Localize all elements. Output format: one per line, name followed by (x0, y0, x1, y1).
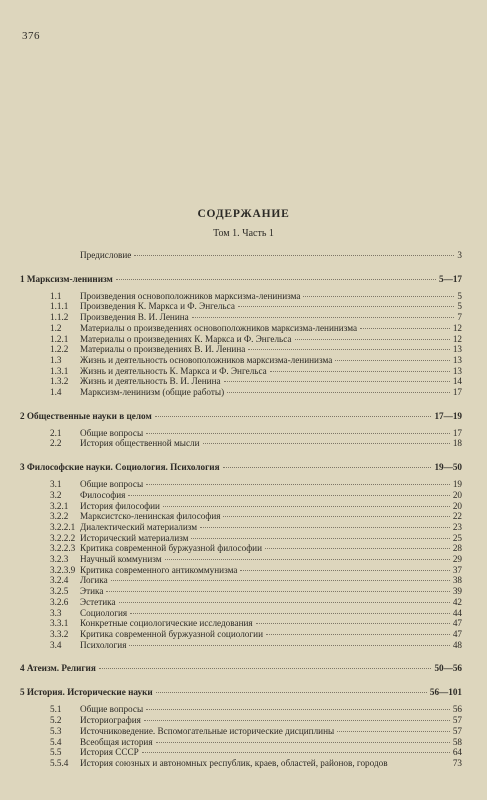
toc-entry-number: 2.1 (50, 427, 62, 438)
dot-leader (266, 634, 450, 635)
toc-entry-page: 5 (457, 290, 462, 301)
toc-entry-number: 2.2 (50, 438, 62, 449)
toc-entry-title: Общие вопросы (80, 427, 144, 438)
toc-entry-page: 58 (452, 736, 462, 747)
toc-entry-title: Этика (80, 586, 104, 597)
toc-entry-row (20, 291, 462, 302)
toc-entry-page: 17 (452, 427, 462, 438)
section-heading: 3 Философские науки. Социология. Психология (20, 462, 220, 473)
toc-entry-row (20, 355, 462, 366)
toc-entry-title: Произведения В. И. Ленина (80, 312, 189, 323)
section-gap (20, 449, 462, 461)
toc-entry-title: Общие вопросы (80, 479, 144, 490)
toc-entry-title: Социология (80, 607, 128, 618)
dot-leader (144, 720, 450, 721)
toc-entry-row (20, 543, 462, 554)
toc-entry-title: Источниковедение. Вспомогательные исторические дисциплины (80, 725, 335, 736)
dot-leader (200, 527, 450, 528)
toc-entry-number: 1.3 (50, 354, 62, 365)
toc-entry-page: 39 (452, 586, 462, 597)
dot-leader (335, 360, 450, 361)
toc-entry-number: 3.2.2.1 (50, 521, 76, 532)
table-of-contents (20, 250, 462, 769)
toc-entry-row (20, 586, 462, 597)
toc-entry-row (20, 312, 462, 323)
toc-entry-row (20, 747, 462, 758)
toc-entry-page: 20 (452, 500, 462, 511)
toc-entry-row (20, 715, 462, 726)
toc-entry-title: Марксизм-ленинизм (общие работы) (80, 387, 225, 398)
dot-leader (146, 484, 450, 485)
toc-entry-title: Критика современного антикоммунизма (80, 564, 238, 575)
dot-leader (295, 339, 450, 340)
section-gap (20, 674, 462, 686)
contents-title: СОДЕРЖАНИЕ (197, 208, 290, 220)
dot-leader (146, 709, 450, 710)
dot-leader (142, 752, 450, 753)
dot-leader (99, 668, 432, 669)
toc-entry-row (20, 522, 462, 533)
toc-entry-number: 3.2.2 (50, 511, 69, 522)
toc-entry-number: 1.1.1 (50, 301, 69, 312)
toc-entry-number: 1.4 (50, 387, 62, 398)
toc-entry-page: 47 (452, 628, 462, 639)
toc-entry-title: Материалы о произведениях К. Маркса и Ф. Энгельса (80, 333, 292, 344)
dot-leader (129, 645, 449, 646)
dot-leader (240, 570, 449, 571)
toc-intro-row (20, 250, 462, 261)
toc-entry-number: 3.2.6 (50, 596, 69, 607)
toc-entry-page: 17 (452, 387, 462, 398)
toc-entry-page: 28 (452, 543, 462, 554)
toc-entry-number: 5.4 (50, 736, 62, 747)
toc-entry-number: 1.1 (50, 290, 62, 301)
toc-entry-title: Жизнь и деятельность К. Маркса и Ф. Энгельса (80, 365, 267, 376)
section-heading: 1 Марксизм-ленинизм (20, 273, 113, 284)
dot-leader (156, 742, 450, 743)
toc-entry-page: 42 (452, 596, 462, 607)
dot-leader (146, 433, 450, 434)
dot-leader (106, 591, 449, 592)
toc-entry-title: Философия (80, 489, 126, 500)
section-heading: 4 Атеизм. Религия (20, 663, 96, 674)
dot-leader (248, 349, 449, 350)
toc-entry-title: Всеобщая история (80, 736, 153, 747)
toc-entry-row (20, 511, 462, 522)
toc-entry-page: 12 (452, 333, 462, 344)
toc-entry-page: 13 (452, 365, 462, 376)
toc-entry-number: 3.2.3.9 (50, 564, 76, 575)
toc-entry-page: 38 (452, 575, 462, 586)
dot-leader (270, 371, 450, 372)
section-page-range: 17—19 (434, 410, 462, 421)
section-page-range: 56—101 (429, 687, 462, 698)
toc-entry-row (20, 344, 462, 355)
toc-entry-title: Общие вопросы (80, 704, 144, 715)
toc-entry-row (20, 438, 462, 449)
toc-intro-page: 3 (457, 250, 462, 260)
toc-entry-number: 3.1 (50, 479, 62, 490)
toc-entry-title: Психология (80, 639, 127, 650)
toc-entry-title: История философии (80, 500, 160, 511)
toc-entry-title: Материалы о произведениях В. И. Ленина (80, 344, 246, 355)
toc-entry-page: 29 (452, 554, 462, 565)
section-heading-row (20, 461, 462, 473)
toc-entry-page: 13 (452, 344, 462, 355)
dot-leader (163, 506, 450, 507)
toc-entry-title: История союзных и автономных республик, краев, областей, районов, городов (80, 757, 388, 768)
toc-entry-number: 5.2 (50, 715, 62, 726)
dot-leader (130, 613, 450, 614)
toc-entry-title: Научный коммунизм (80, 554, 162, 565)
toc-entry-row (20, 726, 462, 737)
section-page-range: 50—56 (434, 663, 462, 674)
toc-entry-row (20, 704, 462, 715)
toc-entry-row (20, 565, 462, 576)
toc-entry-page: 22 (452, 511, 462, 522)
toc-entry-row (20, 501, 462, 512)
toc-entry-number: 3.2.2.2 (50, 532, 76, 543)
toc-entry-number: 3.2.2.3 (50, 543, 76, 554)
toc-entry-row (20, 479, 462, 490)
toc-entry-page: 57 (452, 725, 462, 736)
toc-entry-title: Историография (80, 715, 141, 726)
toc-entry-row (20, 428, 462, 439)
section-gap (20, 261, 462, 273)
section-heading-row (20, 410, 462, 422)
dot-leader (223, 516, 449, 517)
dot-leader (303, 296, 454, 297)
dot-leader (155, 416, 432, 417)
toc-entry-row (20, 629, 462, 640)
toc-entry-page: 12 (452, 322, 462, 333)
toc-entry-number: 5.5 (50, 747, 62, 758)
section-gap (20, 398, 462, 410)
toc-entry-row (20, 301, 462, 312)
toc-entry-title: Логика (80, 575, 108, 586)
toc-entry-title: История общественной мысли (80, 438, 200, 449)
section-heading-row (20, 662, 462, 674)
toc-entry-number: 1.3.1 (50, 365, 69, 376)
toc-entry-number: 5.3 (50, 725, 62, 736)
section-heading: 5 История. Исторические науки (20, 687, 153, 698)
toc-entry-number: 3.2.3 (50, 554, 69, 565)
toc-entry-title: История СССР (80, 747, 139, 758)
toc-entry-title: Критика современной буржуазной социологии (80, 628, 264, 639)
toc-entry-page: 23 (452, 521, 462, 532)
dot-leader (360, 328, 450, 329)
toc-entry-title: Диалектический материализм (80, 521, 198, 532)
toc-entry-number: 1.2 (50, 322, 62, 333)
dot-leader (227, 392, 450, 393)
toc-entry-row (20, 597, 462, 608)
dot-leader (256, 623, 450, 624)
dot-leader (192, 317, 455, 318)
toc-entry-title: Произведения основоположников марксизма-ленинизма (80, 290, 301, 301)
toc-entry-title: Материалы о произведениях основоположников марксизма-ленинизма (80, 322, 358, 333)
toc-entry-page: 19 (452, 479, 462, 490)
toc-entry-row (20, 490, 462, 501)
toc-entry-row (20, 323, 462, 334)
toc-entry-number: 3.2.4 (50, 575, 69, 586)
dot-leader (337, 731, 450, 732)
toc-entry-row (20, 758, 462, 769)
toc-entry-title: Конкретные социологические исследования (80, 618, 253, 629)
dot-leader (111, 580, 450, 581)
dot-leader (203, 443, 450, 444)
dot-leader (265, 548, 450, 549)
dot-leader (119, 602, 450, 603)
toc-entry-row (20, 737, 462, 748)
dot-leader (223, 467, 432, 468)
toc-entry-row (20, 387, 462, 398)
toc-entry-number: 1.2.2 (50, 344, 69, 355)
toc-entry-number: 3.3 (50, 607, 62, 618)
toc-entry-page: 44 (452, 607, 462, 618)
toc-entry-page: 37 (452, 564, 462, 575)
section-page-range: 5—17 (439, 273, 462, 284)
toc-entry-row (20, 608, 462, 619)
toc-entry-page: 73 (452, 757, 462, 768)
section-page-range: 19—50 (434, 462, 462, 473)
toc-entry-row (20, 554, 462, 565)
toc-entry-title: Эстетика (80, 596, 116, 607)
toc-entry-page: 64 (452, 747, 462, 758)
toc-entry-title: Жизнь и деятельность основоположников марксизма-ленинизма (80, 354, 333, 365)
toc-entry-title: Жизнь и деятельность В. И. Ленина (80, 376, 221, 387)
toc-entry-page: 5 (457, 301, 462, 312)
toc-entry-row (20, 334, 462, 345)
section-heading: 2 Общественные науки в целом (20, 410, 152, 421)
toc-entry-number: 3.3.1 (50, 618, 69, 629)
toc-entry-number: 3.2 (50, 489, 62, 500)
toc-entry-number: 3.4 (50, 639, 62, 650)
toc-entry-title: Критика современной буржуазной философии (80, 543, 262, 554)
toc-entry-number: 3.3.2 (50, 628, 69, 639)
dot-leader (128, 495, 449, 496)
toc-entry-page: 13 (452, 354, 462, 365)
toc-entry-page: 20 (452, 489, 462, 500)
toc-entry-row (20, 575, 462, 586)
toc-entry-number: 5.1 (50, 704, 62, 715)
dot-leader (224, 381, 450, 382)
section-gap (20, 650, 462, 662)
toc-intro-label: Предисловие (80, 250, 132, 260)
toc-entry-page: 18 (452, 438, 462, 449)
toc-entry-page: 57 (452, 715, 462, 726)
dot-leader (116, 279, 436, 280)
section-heading-row (20, 686, 462, 698)
dot-leader (238, 306, 455, 307)
dot-leader (156, 692, 427, 693)
volume-subtitle: Том 1. Часть 1 (213, 228, 274, 239)
toc-entry-page: 7 (457, 312, 462, 323)
toc-entry-number: 3.2.1 (50, 500, 69, 511)
toc-entry-row (20, 640, 462, 651)
toc-entry-row (20, 366, 462, 377)
section-heading-row (20, 273, 462, 285)
toc-entry-title: Произведения К. Маркса и Ф. Энгельса (80, 301, 235, 312)
page-number: 376 (22, 30, 40, 42)
toc-entry-number: 1.3.2 (50, 376, 69, 387)
toc-entry-row (20, 376, 462, 387)
toc-entry-number: 1.2.1 (50, 333, 69, 344)
dot-leader (191, 538, 449, 539)
toc-entry-page: 14 (452, 376, 462, 387)
toc-entry-page: 25 (452, 532, 462, 543)
dot-leader (165, 559, 450, 560)
toc-entry-title: Исторический материализм (80, 532, 189, 543)
toc-entry-row (20, 533, 462, 544)
toc-entry-number: 3.2.5 (50, 586, 69, 597)
toc-entry-row (20, 618, 462, 629)
toc-entry-number: 1.1.2 (50, 312, 69, 323)
toc-entry-number: 5.5.4 (50, 757, 69, 768)
toc-entry-page: 48 (452, 639, 462, 650)
dot-leader (134, 255, 454, 256)
toc-entry-page: 47 (452, 618, 462, 629)
toc-entry-page: 56 (452, 704, 462, 715)
toc-entry-title: Марксистско-ленинская философия (80, 511, 221, 522)
